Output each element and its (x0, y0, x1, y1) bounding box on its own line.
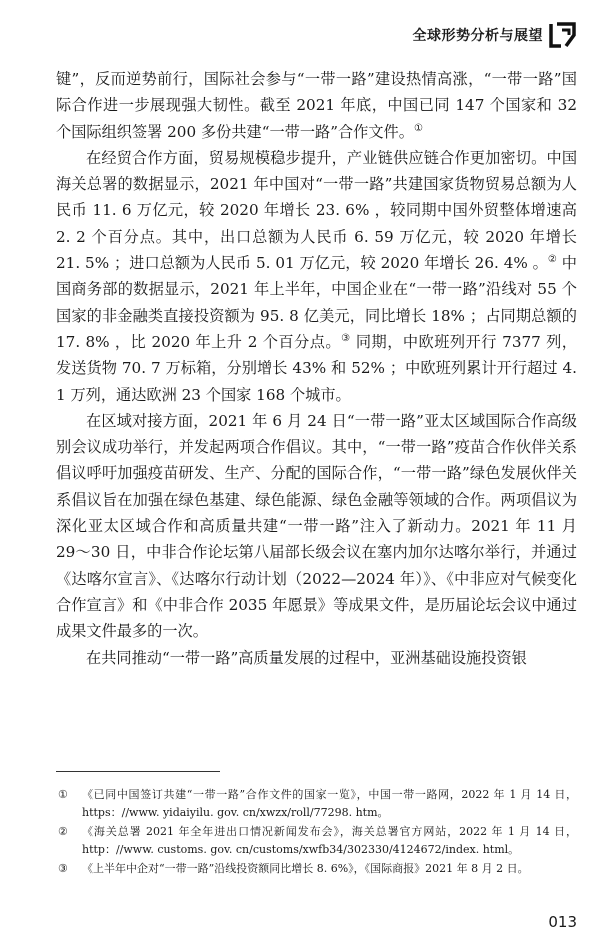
paragraph-3 (56, 408, 577, 645)
footnote-2 (56, 823, 577, 858)
paragraph-2-text-cont: 中国商务部的数据显示，2021 年上半年，中国企业在“一带一路”沿线对 55 个国家的非金融类直接投资额为 95. 8 亿美元，同比增长 18% ；占同期总额的 17. 8% ，比 2020 年上升 2 个百分点。 (56, 254, 577, 351)
running-header-title: 全球形势分析与展望 (412, 28, 543, 44)
running-header (413, 22, 578, 48)
footnote-divider (56, 771, 220, 772)
main-text (56, 66, 577, 671)
footnote-3-marker: ③ (58, 862, 68, 875)
footnote-ref-3[interactable]: ③ (341, 332, 351, 344)
paragraph-3-text: 在区域对接方面，2021 年 6 月 24 日“一带一路”亚太区域国际合作高级别会议成功举行，并发起两项合作倡议。其中，“一带一路”疫苗合作伙伴关系倡议呼吁加强疫苗研发、生产、分配的国际合作，“一带一路”绿色发展伙伴关系倡议旨在加强在绿色基建、绿色能源、绿色金融等领域的合作。两项倡议为深化亚太区域合作和高质量共建“一带一路”注入了新动力。2021 年 11 月 29～30 日，中非合作论坛第八届部长级会议在塞内加尔达喀尔举行，并通过《达喀尔宣言》、《达喀尔行动计划（2022—2024 年）》、《中非应对气候变化合作宣言》和《中非合作 2035 年愿景》等成果文件，是历届论坛会议中通过成果文件最多的一次。 (56, 411, 577, 641)
page-number: 013 (548, 913, 577, 931)
footnote-2-marker: ② (58, 825, 68, 838)
footnote-ref-1[interactable]: ① (413, 122, 423, 134)
footnote-1-text: 《已同中国签订共建“一带一路”合作文件的国家一览》，中国一带一路网，2022 年 1 月 14 日，https：//www. yidaiyilu. gov. cn/xwzx/roll/77298. htm。 (82, 788, 577, 819)
footnote-1 (56, 786, 577, 821)
paragraph-2-text-cont-2: 同期，中欧班列开行 7377 列，发送货物 70. 7 万标箱，分别增长 43% 和 52% ；中欧班列累计开行超过 4. 1 万列，通达欧洲 23 个国家 168 个城市。 (56, 332, 577, 404)
footnote-3-text: 《上半年中企对“一带一路”沿线投资额同比增长 8. 6%》，《国际商报》2021 年 8 月 2 日。 (82, 862, 529, 875)
paragraph-1 (56, 66, 577, 145)
paragraph-4 (56, 645, 577, 671)
footnote-1-marker: ① (58, 788, 68, 801)
paragraph-4-text: 在共同推动“一带一路”高质量发展的过程中，亚洲基础设施投资银 (86, 648, 527, 667)
paragraph-2 (56, 145, 577, 408)
footnotes (56, 786, 577, 880)
footnote-2-text: 《海关总署 2021 年全年进出口情况新闻发布会》，海关总署官方网站，2022 年 1 月 14 日，http：//www. customs. gov. cn/customs/xwfb34/302330/4124672/index. html。 (82, 825, 577, 856)
paragraph-2-text: 在经贸合作方面，贸易规模稳步提升，产业链供应链合作更加密切。中国海关总署的数据显示，2021 年中国对“一带一路”共建国家货物贸易总额为人民币 11. 6 万亿元，较 2020 年增长 23. 6% ，较同期中国外贸整体增速高 2. 2 个百分点。其中，出口总额为人民币 6. 59 万亿元，较 2020 年增长 21. 5% ；进口总额为人民币 5. 01 万亿元，较 2020 年增长 26. 4% 。 (56, 148, 577, 273)
section-bracket-logo-icon (549, 22, 577, 48)
paragraph-1-text: 键”，反而逆势前行，国际社会参与“一带一路”建设热情高涨，“一带一路”国际合作进一步展现强大韧性。截至 2021 年底，中国已同 147 个国家和 32 个国际组织签署 200 多份共建“一带一路”合作文件。 (56, 70, 577, 141)
footnote-3 (56, 860, 577, 878)
footnote-ref-2[interactable]: ② (547, 254, 557, 266)
